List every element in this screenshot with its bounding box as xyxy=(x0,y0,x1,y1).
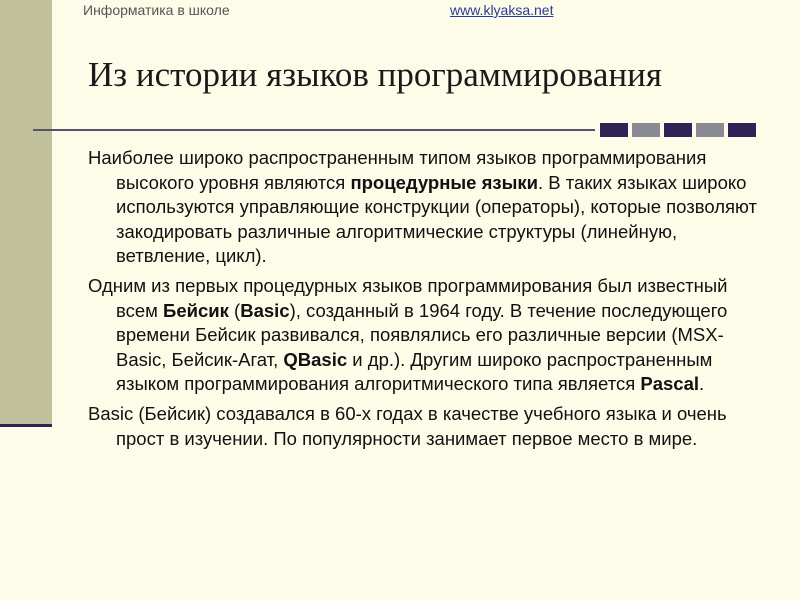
body-text xyxy=(88,146,768,456)
body-paragraph xyxy=(88,274,768,397)
paragraph-text: . В таких языках широко используются управляющие конструкции (операторы), которые позволяют закодировать различные алгоритмические структуры (линейную, ветвление, цикл). xyxy=(116,171,757,267)
accent-square xyxy=(728,123,756,137)
bold-term: Бейсик xyxy=(163,299,229,321)
paragraph-text: ), созданный в 1964 году. В течение последующего времени Бейсик развивался, появлялись его различные версии (MSX-Basic, Бейсик-Агат, xyxy=(116,299,728,370)
body-paragraph xyxy=(88,146,768,269)
sidebar-rule xyxy=(0,424,52,427)
paragraph-text: Basic (Бейсик) создавался в 60-х годах в качестве учебного языка и очень прост в изучении. По популярности занимает первое место в мире. xyxy=(88,402,727,449)
header-school-label: Информатика в школе xyxy=(83,2,230,18)
bold-term: процедурные языки xyxy=(350,171,539,193)
title-divider xyxy=(33,129,595,131)
page-title: Из истории языков программирования xyxy=(88,55,662,94)
bold-term: Pascal xyxy=(640,373,700,395)
paragraph-text: Наиболее широко распространенным типом языков программирования высокого уровня являются xyxy=(88,147,707,193)
paragraph-text: . xyxy=(699,373,705,395)
paragraph-text: и др.). Другим широко распространенным языком программирования алгоритмического типа является xyxy=(116,348,713,395)
accent-square xyxy=(664,123,692,137)
accent-square xyxy=(600,123,628,137)
paragraph-text: Одним из первых процедурных языков программирования был известный всем xyxy=(88,274,728,321)
accent-square xyxy=(696,123,724,137)
paragraph-text: ( xyxy=(228,299,241,321)
body-paragraph xyxy=(88,402,768,451)
sidebar-decoration xyxy=(0,0,52,426)
accent-square xyxy=(632,123,660,137)
bold-term: Basic xyxy=(240,299,290,321)
bold-term: QBasic xyxy=(283,348,348,370)
header-website-link[interactable]: www.klyaksa.net xyxy=(450,2,554,18)
